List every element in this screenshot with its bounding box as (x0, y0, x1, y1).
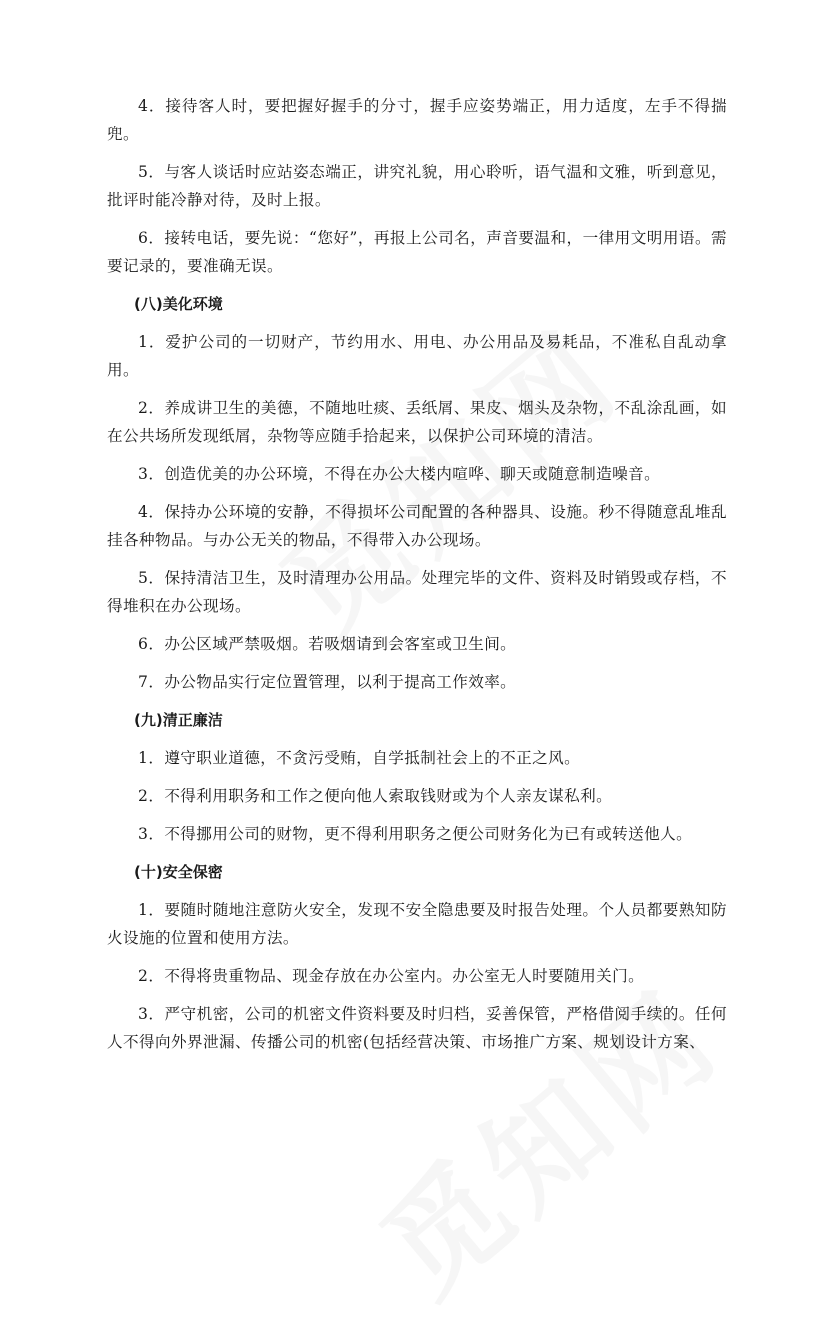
paragraph: 4．接待客人时，要把握好握手的分寸，握手应姿势端正，用力适度，左手不得揣兜。 (107, 97, 727, 143)
paragraph: 7．办公物品实行定位置管理，以利于提高工作效率。 (138, 673, 517, 691)
paragraph: 2．养成讲卫生的美德，不随地吐痰、丢纸屑、果皮、烟头及杂物，不乱涂乱画，如在公共场所发现纸屑，杂物等应随手拾起来，以保护公司环境的清洁。 (107, 399, 727, 445)
paragraph: 5．与客人谈话时应站姿态端正，讲究礼貌，用心聆听，语气温和文雅，听到意见，批评时能冷静对待，及时上报。 (107, 163, 727, 209)
paragraph: 4．保持办公环境的安静，不得损坏公司配置的各种器具、设施。秒不得随意乱堆乱挂各种物品。与办公无关的物品，不得带入办公现场。 (107, 503, 727, 549)
paragraph: 5．保持清洁卫生，及时清理办公用品。处理完毕的文件、资料及时销毁或存档，不得堆积在办公现场。 (107, 569, 727, 615)
paragraph: 1．要随时随地注意防火安全，发现不安全隐患要及时报告处理。个人员都要熟知防火设施的位置和使用方法。 (107, 901, 727, 947)
paragraph: 1．遵守职业道德，不贪污受贿，自学抵制社会上的不正之风。 (138, 749, 581, 767)
paragraph: 6．办公区域严禁吸烟。若吸烟请到会客室或卫生间。 (138, 635, 517, 653)
paragraph: 1．爱护公司的一切财产，节约用水、用电、办公用品及易耗品，不准私自乱动拿用。 (107, 333, 727, 379)
section-heading: (八)美化环境 (134, 295, 223, 313)
paragraph: 2．不得利用职务和工作之便向他人索取钱财或为个人亲友谋私利。 (138, 787, 613, 805)
document-body (107, 92, 727, 1066)
paragraph: 2．不得将贵重物品、现金存放在办公室内。办公室无人时要随用关门。 (138, 967, 645, 985)
paragraph: 3．严守机密，公司的机密文件资料要及时归档，妥善保管，严格借阅手续的。任何人不得向外界泄漏、传播公司的机密(包括经营决策、市场推广方案、规划设计方案、 (107, 1005, 727, 1051)
section-heading: (十)安全保密 (134, 863, 223, 881)
paragraph: 6．接转电话，要先说：“您好”，再报上公司名，声音要温和，一律用文明用语。需要记录的，要准确无误。 (107, 229, 727, 275)
paragraph: 3．不得挪用公司的财物，更不得利用职务之便公司财务化为已有或转送他人。 (138, 825, 693, 843)
paragraph: 3．创造优美的办公环境，不得在办公大楼内喧哗、聊天或随意制造噪音。 (138, 465, 661, 483)
section-heading: (九)清正廉洁 (134, 711, 223, 729)
